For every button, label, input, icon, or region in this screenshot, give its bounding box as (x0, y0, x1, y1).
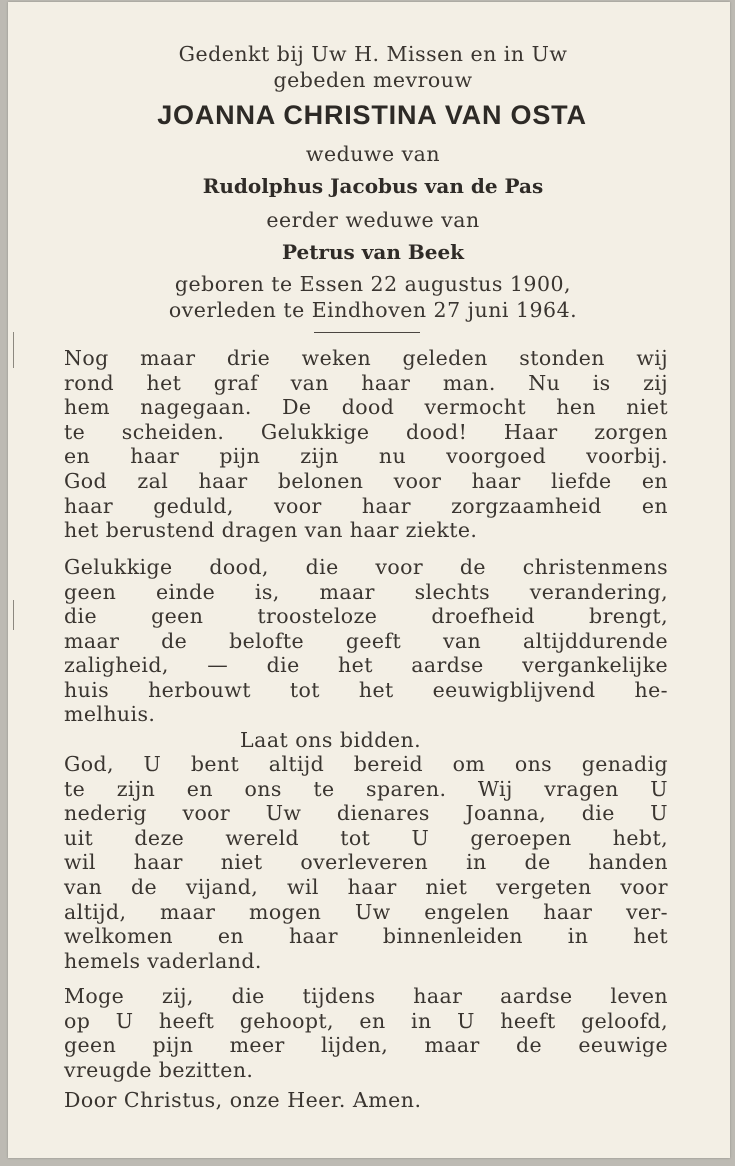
card-edge-mark (13, 600, 14, 630)
divider (314, 332, 420, 333)
text-line: geen pijn meer lijden, maar de eeuwige (64, 1033, 668, 1057)
text-line: wil haar niet overleveren in de handen (64, 850, 668, 875)
text-line: Gelukkige dood, die voor de christenmens (64, 555, 668, 579)
memorial-card (8, 2, 730, 1158)
death-line: overleden te Eindhoven 27 juni 1964. (168, 298, 578, 322)
text-line: maar de belofte geeft van altijddurende (64, 628, 668, 653)
former-widow-label: eerder weduwe van (266, 208, 480, 232)
card-edge-mark (13, 332, 14, 368)
text-line: God, U bent altijd bereid om ons genadig (64, 752, 668, 776)
text-line: en haar pijn zijn nu voorgoed voorbij. (64, 444, 668, 469)
widow-of-label: weduwe van (305, 142, 441, 166)
closing-line: Door Christus, onze Heer. Amen. (64, 1088, 422, 1112)
husband-name: Rudolphus Jacobus van de Pas (202, 174, 544, 198)
text-line: welkomen en haar binnenleiden in het (64, 924, 668, 949)
text-line: geen einde is, maar slechts verandering, (64, 579, 668, 604)
text-line: zaligheid, — die het aardse vergankelijke (64, 653, 668, 677)
text-line: Nog maar drie weken geleden stonden wij (64, 346, 668, 370)
text-line: op U heeft gehoopt, en in U heeft geloofd, (64, 1008, 668, 1033)
intro-line-2: gebeden mevrouw (273, 68, 473, 92)
text-line: altijd, maar mogen Uw engelen haar ver- (64, 899, 668, 924)
intro-line-1: Gedenkt bij Uw H. Missen en in Uw (178, 42, 568, 66)
text-line: vreugde bezitten. (64, 1057, 254, 1082)
text-line: hemels vaderland. (64, 948, 262, 973)
text-line: die geen troosteloze droefheid brengt, (64, 604, 668, 628)
text-line: uit deze wereld tot U geroepen hebt, (64, 825, 668, 850)
text-line: rond het graf van haar man. Nu is zij (64, 370, 668, 395)
text-line: hem nagegaan. De dood vermocht hen niet (64, 395, 668, 420)
deceased-name: JOANNA CHRISTINA VAN OSTA (157, 100, 587, 130)
text-line: nederig voor Uw dienares Joanna, die U (64, 801, 668, 826)
text-line: te scheiden. Gelukkige dood! Haar zorgen (64, 419, 668, 444)
text-line: van de vijand, wil haar niet vergeten voor (64, 875, 668, 899)
text-line: het berustend dragen van haar ziekte. (64, 518, 478, 543)
text-line: melhuis. (64, 702, 156, 726)
first-husband-name: Petrus van Beek (281, 240, 465, 264)
text-line: haar geduld, voor haar zorgzaamheid en (64, 493, 668, 518)
text-line: te zijn en ons te sparen. Wij vragen U (64, 776, 668, 801)
text-line: God zal haar belonen voor haar liefde en (64, 469, 668, 493)
text-line: huis herbouwt tot het eeuwigblijvend he- (64, 677, 668, 702)
prayer-heading: Laat ons bidden. (240, 728, 422, 752)
birth-line: geboren te Essen 22 augustus 1900, (174, 272, 572, 296)
text-line: Moge zij, die tijdens haar aardse leven (64, 984, 668, 1008)
